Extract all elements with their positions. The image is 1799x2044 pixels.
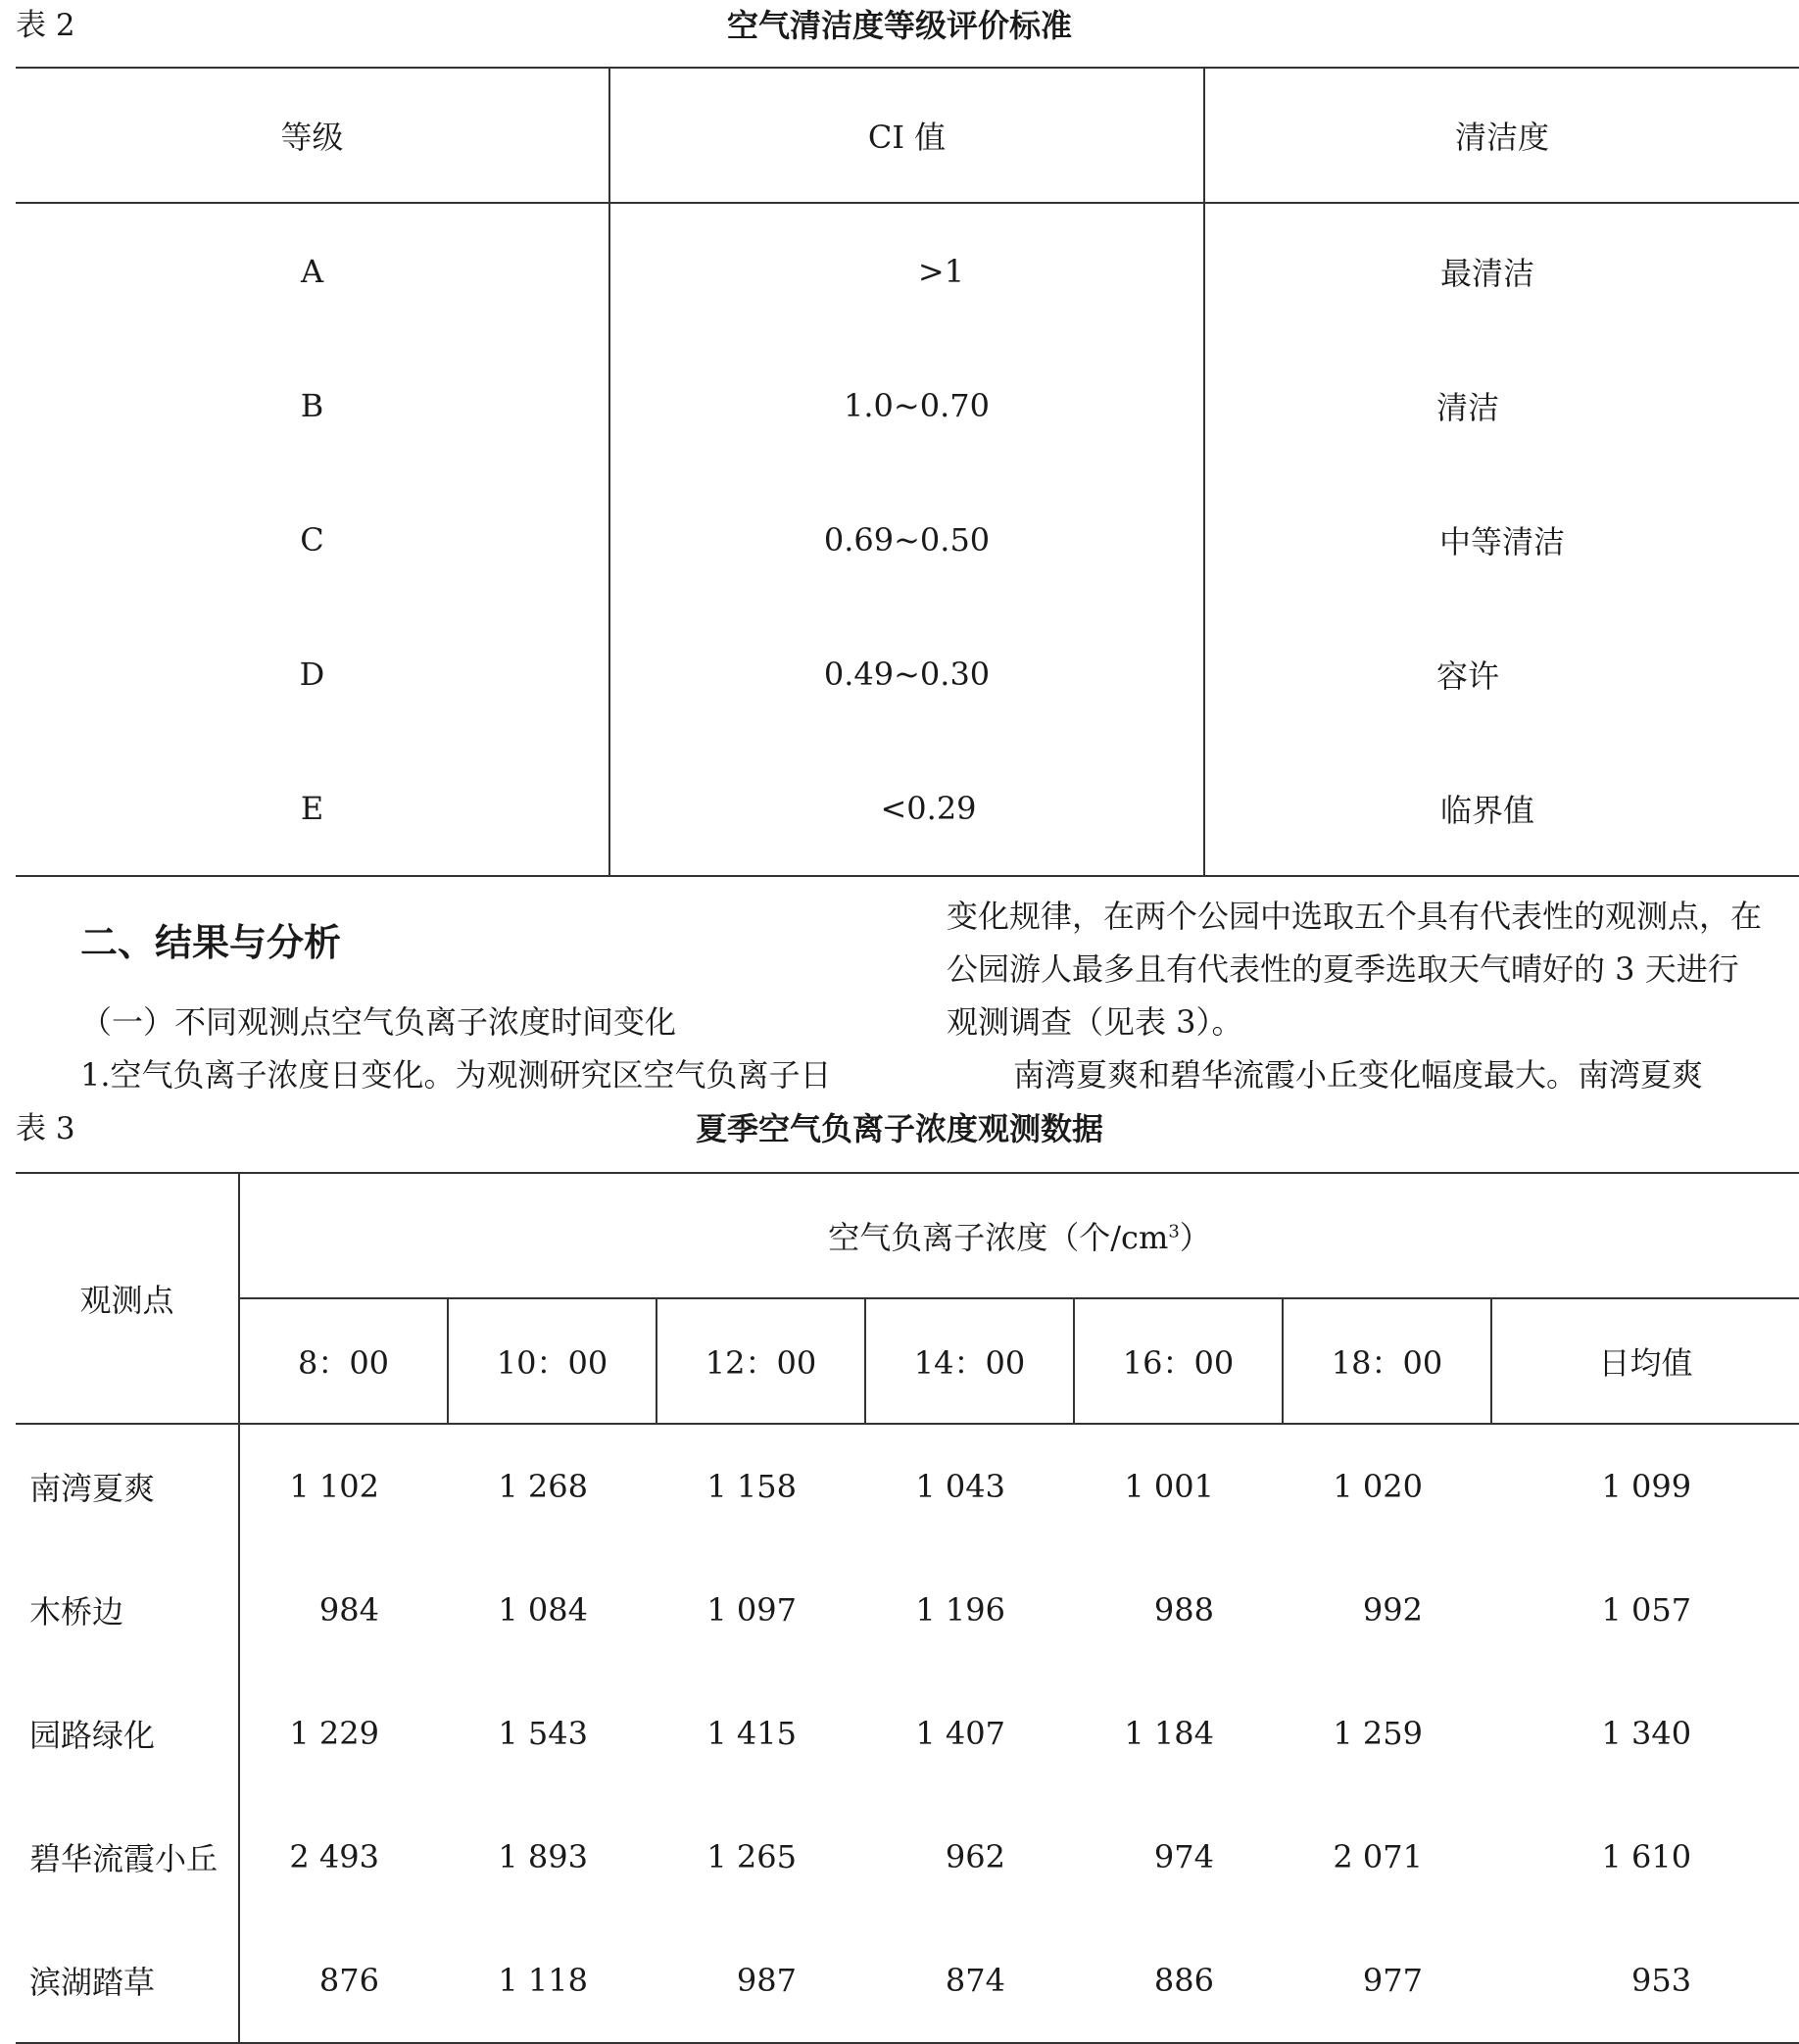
value-cell: 974 xyxy=(1153,1838,1214,1875)
value-cell: 1 084 xyxy=(498,1591,588,1629)
value-cell: 977 xyxy=(1283,1919,1491,2043)
value-cell: 1 184 xyxy=(1124,1715,1214,1752)
value-cell: 1 265 xyxy=(706,1838,797,1875)
value-cell: 984 xyxy=(318,1591,379,1629)
average-cell: 953 xyxy=(1491,1919,1799,2043)
value-cell: 1 229 xyxy=(289,1715,379,1752)
value-cell: 1 407 xyxy=(915,1715,1005,1752)
table-row xyxy=(16,1672,1799,1795)
cleanliness-cell: 清洁 xyxy=(1435,388,1499,426)
time-header: 10：00 xyxy=(448,1298,656,1424)
table2 xyxy=(16,67,1799,877)
value-cell: 988 xyxy=(1153,1591,1214,1629)
average-cell: 1 340 xyxy=(1601,1715,1692,1752)
table-row xyxy=(16,472,1799,607)
site-cell: 木桥边 xyxy=(16,1548,239,1672)
table3-time-row xyxy=(16,1298,1799,1424)
cleanliness-cell: 容许 xyxy=(1435,657,1499,695)
value-cell: 2 493 xyxy=(289,1838,379,1875)
table-row xyxy=(16,1548,1799,1672)
time-header: 12：00 xyxy=(656,1298,865,1424)
table2-header-row xyxy=(16,68,1799,203)
table-row xyxy=(16,203,1799,338)
site-cell: 南湾夏爽 xyxy=(16,1424,239,1548)
value-cell: 1 118 xyxy=(448,1919,656,2043)
value-cell: 2 071 xyxy=(1333,1838,1423,1875)
grade-cell: E xyxy=(16,741,609,876)
ci-cell: 0.69~0.50 xyxy=(609,472,1204,607)
table-row xyxy=(16,1919,1799,2043)
value-cell: 1 158 xyxy=(706,1468,797,1505)
ci-cell: 0.49~0.30 xyxy=(609,607,1204,741)
time-header: 14：00 xyxy=(865,1298,1074,1424)
grade-cell: C xyxy=(16,472,609,607)
table-row xyxy=(16,338,1799,472)
table2-header-ci: CI 值 xyxy=(609,68,1204,203)
average-cell: 1 610 xyxy=(1601,1838,1692,1875)
table-row xyxy=(16,607,1799,741)
cleanliness-cell: 中等清洁 xyxy=(1438,522,1565,560)
value-cell: 1 268 xyxy=(498,1468,588,1505)
time-header: 8：00 xyxy=(239,1298,448,1424)
cleanliness-cell: 临界值 xyxy=(1204,741,1799,876)
grade-cell: D xyxy=(16,607,609,741)
cleanliness-cell: 最清洁 xyxy=(1439,254,1534,292)
value-cell: 886 xyxy=(1074,1919,1283,2043)
table-row xyxy=(16,1424,1799,1548)
site-cell: 碧华流霞小丘 xyxy=(16,1795,239,1919)
table-row xyxy=(16,1795,1799,1919)
value-cell: 1 102 xyxy=(289,1468,379,1505)
ci-cell: >1 xyxy=(609,203,1204,338)
value-cell: 962 xyxy=(945,1838,1005,1875)
paragraph-line: 南湾夏爽和碧华流霞小丘变化幅度最大。南湾夏爽 xyxy=(1013,1056,1704,1094)
time-header: 18：00 xyxy=(1283,1298,1491,1424)
table2-header-grade: 等级 xyxy=(16,68,609,203)
paragraph-line: 1.空气负离子浓度日变化。为观测研究区空气负离子日 xyxy=(80,1056,832,1094)
average-cell: 1 057 xyxy=(1601,1591,1692,1629)
value-cell: 1 196 xyxy=(915,1591,1005,1629)
grade-cell: B xyxy=(16,338,609,472)
site-cell: 滨湖踏草 xyxy=(16,1919,239,2043)
value-cell: 1 543 xyxy=(498,1715,588,1752)
daily-average-header: 日均值 xyxy=(1491,1298,1799,1424)
table3-label: 表 3 xyxy=(16,1111,75,1146)
ci-cell: 1.0~0.70 xyxy=(609,338,1204,472)
average-cell: 1 099 xyxy=(1601,1468,1692,1505)
table2-title: 空气清洁度等级评价标准 xyxy=(726,7,1072,44)
value-cell: 1 097 xyxy=(706,1591,797,1629)
value-cell: 1 259 xyxy=(1333,1715,1423,1752)
paragraph-line: 公园游人最多且有代表性的夏季选取天气晴好的 3 天进行 xyxy=(947,950,1739,988)
site-header: 观测点 xyxy=(16,1173,239,1424)
value-cell: 1 001 xyxy=(1124,1468,1214,1505)
table3 xyxy=(16,1172,1799,2044)
value-cell: 876 xyxy=(239,1919,448,2043)
value-cell: 1 415 xyxy=(706,1715,797,1752)
table3-title: 夏季空气负离子浓度观测数据 xyxy=(695,1110,1103,1147)
time-header: 16：00 xyxy=(1074,1298,1283,1424)
value-cell: 1 020 xyxy=(1333,1468,1423,1505)
table2-label: 表 2 xyxy=(16,8,75,43)
concentration-header: 空气负离子浓度（个$/cm^3$） xyxy=(239,1173,1799,1298)
site-cell: 园路绿化 xyxy=(16,1672,239,1795)
section-heading: 二、结果与分析 xyxy=(80,921,342,964)
value-cell: 1 043 xyxy=(915,1468,1005,1505)
table-row xyxy=(16,741,1799,876)
paragraph-line: 观测调查（见表 3）。 xyxy=(947,1003,1243,1041)
table3-header-row xyxy=(16,1173,1799,1298)
ci-cell: <0.29 xyxy=(609,741,1204,876)
grade-cell: A xyxy=(16,203,609,338)
value-cell: 874 xyxy=(865,1919,1074,2043)
subsection-title: （一）不同观测点空气负离子浓度时间变化 xyxy=(80,1003,677,1041)
value-cell: 1 893 xyxy=(498,1838,588,1875)
value-cell: 987 xyxy=(656,1919,865,2043)
value-cell: 992 xyxy=(1362,1591,1423,1629)
table2-header-cleanliness: 清洁度 xyxy=(1204,68,1799,203)
paragraph-line: 变化规律，在两个公园中选取五个具有代表性的观测点，在 xyxy=(947,898,1763,935)
